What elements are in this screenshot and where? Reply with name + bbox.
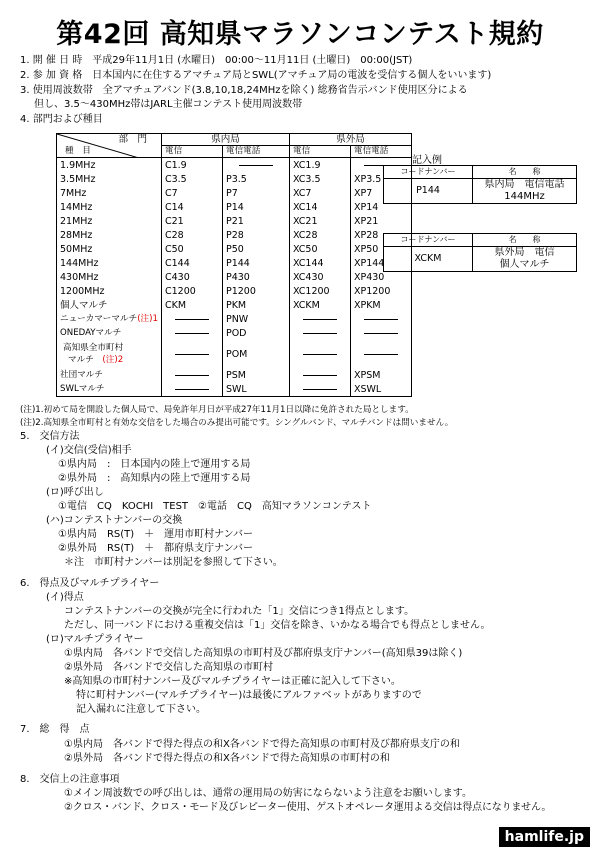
band-label: 144MHz bbox=[57, 256, 162, 270]
category-code: XP144 bbox=[353, 257, 385, 269]
subheader-cw-out: 電信 bbox=[289, 146, 350, 158]
section-6-b4: 特に町村ナンバー(マルチプライヤー)は最後にアルファベットがありますので bbox=[76, 690, 422, 701]
example-2-name-header: 名 称 bbox=[473, 234, 577, 247]
header-in-prefecture: 県内局 bbox=[161, 134, 289, 146]
note-2: (注)2.高知県全市町村と有効な交信をした場合のみ提出可能です。シングルバンド、マルチバンドは問いません。 bbox=[20, 418, 454, 428]
header-shumoku: 種 目 bbox=[57, 146, 162, 158]
category-code: P144 bbox=[222, 256, 289, 270]
row-club-label: 社団マルチ bbox=[57, 368, 162, 382]
dash-cell bbox=[161, 340, 222, 368]
example-1-name: 県内局 電信電話 144MHz bbox=[473, 179, 577, 204]
category-code: P430 bbox=[222, 270, 289, 284]
category-code: XP28 bbox=[353, 229, 379, 241]
example-1-code: P144 bbox=[384, 179, 473, 204]
section-6-a: (イ)得点 bbox=[46, 592, 84, 603]
category-code: P14 bbox=[222, 200, 289, 214]
row-swl-code-out: XSWL bbox=[353, 383, 382, 395]
header-bumon: 部 門 bbox=[57, 134, 162, 146]
dash-cell bbox=[289, 340, 350, 368]
category-code: XP1200 bbox=[353, 285, 391, 297]
hamlife-logo: hamlife.jp bbox=[499, 827, 590, 847]
row-allcity-code: POM bbox=[222, 340, 289, 368]
category-code: XC50 bbox=[289, 242, 350, 256]
example-2-code-header: コードナンバー bbox=[384, 234, 473, 247]
category-code: XC1200 bbox=[289, 284, 350, 298]
category-code: XC1.9 bbox=[289, 158, 350, 173]
header-diagonal-line bbox=[57, 134, 139, 158]
dash-cell bbox=[289, 368, 350, 382]
section-5-c1: ①県内局 RS(T) ＋ 運用市町村ナンバー bbox=[58, 529, 253, 540]
section-8-heading: 8. 交信上の注意事項 bbox=[20, 774, 120, 785]
section-6-b5: 記入漏れに注意して下さい。 bbox=[76, 704, 206, 715]
section-6-heading: 6. 得点及びマルチプライヤー bbox=[20, 578, 160, 589]
section-8-a2: ②クロス・バンド、クロス・モード及びレピーター使用、ゲストオペレータ運用よる交信は得点になりません。 bbox=[64, 802, 552, 813]
section-5-heading: 5. 交信方法 bbox=[20, 431, 80, 442]
page-title: 第42回 高知県マラソンコンテスト規約 bbox=[56, 19, 544, 50]
category-code: C144 bbox=[161, 256, 222, 270]
section-5-c3: ＊注 市町村ナンバーは別記を参照して下さい。 bbox=[64, 557, 283, 568]
subheader-cw-in: 電信 bbox=[161, 146, 222, 158]
table-row bbox=[57, 200, 412, 214]
band-label: 1.9MHz bbox=[57, 158, 162, 173]
row-oneday-label: ONEDAYマルチ bbox=[57, 326, 162, 340]
category-code: C7 bbox=[161, 186, 222, 200]
dash-cell bbox=[161, 368, 222, 382]
category-code: P1200 bbox=[222, 284, 289, 298]
dash-cell bbox=[289, 312, 350, 326]
band-label: 430MHz bbox=[57, 270, 162, 284]
category-code: C1.9 bbox=[161, 158, 222, 173]
category-code: XPKM bbox=[353, 299, 381, 311]
band-label: 14MHz bbox=[57, 200, 162, 214]
example-table-1 bbox=[383, 165, 577, 204]
section-6-b: (ロ)マルチプライヤー bbox=[46, 634, 144, 645]
example-table-2 bbox=[383, 233, 577, 272]
table-row bbox=[57, 228, 412, 242]
category-code: XP21 bbox=[353, 215, 379, 227]
category-code: P21 bbox=[222, 214, 289, 228]
section-5-b1: ①電信 CQ KOCHI TEST ②電話 CQ 高知マラソンコンテスト bbox=[58, 501, 372, 512]
dash-cell bbox=[289, 382, 350, 397]
table-row bbox=[57, 172, 412, 186]
section-7-a2: ②県外局 各バンドで得た得点の和X各バンドで得た高知県の市町村の和 bbox=[64, 753, 390, 764]
section-6-a2: ただし、同一バンドにおける重複交信は「1」交信を除き、いかなる場合でも得点としません。 bbox=[64, 620, 491, 631]
category-code: XP3.5 bbox=[353, 173, 382, 185]
dash-cell bbox=[350, 326, 411, 340]
item-2-eligibility: 2. 参 加 資 格 日本国内に在住するアマチュア局とSWL(アマチュア局の電波を受信する個人をいいます) bbox=[20, 70, 492, 81]
section-5-c2: ②県外局 RS(T) ＋ 都府県支庁ナンバー bbox=[58, 543, 253, 554]
category-code: XC14 bbox=[289, 200, 350, 214]
category-code: XC21 bbox=[289, 214, 350, 228]
row-newcomer-code: PNW bbox=[222, 312, 289, 326]
table-row bbox=[57, 256, 412, 270]
section-8-a1: ①メイン周波数での呼び出しは、通常の運用局の妨害にならないよう注意をお願いします。 bbox=[64, 788, 472, 799]
band-label: 3.5MHz bbox=[57, 172, 162, 186]
example-2-code: XCKM bbox=[384, 247, 473, 272]
note-1: (注)1.初めて局を開設した個人局で、局免許年月日が平成27年11月1日以降に免許された局とします。 bbox=[20, 405, 414, 415]
row-oneday-code: POD bbox=[222, 326, 289, 340]
band-label: 28MHz bbox=[57, 228, 162, 242]
dash-cell bbox=[289, 326, 350, 340]
example-2-name: 県外局 電信 個人マルチ bbox=[473, 247, 577, 272]
category-code: XP7 bbox=[353, 187, 373, 199]
row-swl-label: SWLマルチ bbox=[57, 382, 162, 397]
dash-cell bbox=[350, 340, 411, 368]
category-code: C28 bbox=[161, 228, 222, 242]
table-row bbox=[57, 214, 412, 228]
category-code: C3.5 bbox=[161, 172, 222, 186]
section-6-b3: ※高知県の市町村ナンバー及びマルチプライヤーは正確に記入して下さい。 bbox=[64, 676, 401, 687]
category-code: C430 bbox=[161, 270, 222, 284]
category-code: XP14 bbox=[353, 201, 379, 213]
table-row bbox=[57, 242, 412, 256]
row-newcomer-label: ニューカマーマルチ(注)1 bbox=[57, 312, 162, 326]
example-1-name-header: 名 称 bbox=[473, 166, 577, 179]
band-label: 個人マルチ bbox=[57, 298, 162, 312]
section-6-b1: ①県内局 各バンドで交信した高知県の市町村及び都府県支庁ナンバー(高知県39は除く) bbox=[64, 648, 463, 659]
category-code: C14 bbox=[161, 200, 222, 214]
category-code: CKM bbox=[161, 298, 222, 312]
category-code: XC144 bbox=[289, 256, 350, 270]
dash-cell bbox=[161, 382, 222, 397]
table-row bbox=[57, 284, 412, 298]
category-code: P50 bbox=[222, 242, 289, 256]
category-code: P7 bbox=[222, 186, 289, 200]
category-code: C21 bbox=[161, 214, 222, 228]
category-code: P3.5 bbox=[222, 172, 289, 186]
section-5-c: (ハ)コンテストナンバーの交換 bbox=[46, 515, 183, 526]
item-1-dates: 1. 開 催 日 時 平成29年11月1日 (水曜日) 00:00～11月11日 (土曜日) 00:00(JST) bbox=[20, 55, 413, 66]
section-5-b: (ロ)呼び出し bbox=[46, 487, 104, 498]
section-5-a1: ①県内局 : 日本国内の陸上で運用する局 bbox=[58, 459, 251, 470]
section-7-a1: ①県内局 各バンドで得た得点の和X各バンドで得た高知県の市町村及び都府県支庁の和 bbox=[64, 739, 460, 750]
category-table bbox=[56, 133, 412, 397]
row-allcity-label: 高知県全市町村 マルチ (注)2 bbox=[57, 340, 162, 368]
row-club-code-in: PSM bbox=[222, 368, 289, 382]
category-code: XP430 bbox=[353, 271, 385, 283]
header-out-prefecture: 県外局 bbox=[289, 134, 411, 146]
category-code: XCKM bbox=[289, 298, 350, 312]
section-7-heading: 7. 総 得 点 bbox=[20, 724, 90, 735]
dash-cell bbox=[350, 312, 411, 326]
category-code: XP50 bbox=[353, 243, 379, 255]
item-4-categories: 4. 部門および種目 bbox=[20, 114, 103, 125]
example-1-code-header: コードナンバー bbox=[384, 166, 473, 179]
table-row bbox=[57, 270, 412, 284]
subheader-cw-phone-out: 電信電話 bbox=[350, 146, 411, 158]
dash-cell bbox=[161, 312, 222, 326]
category-code: XC7 bbox=[289, 186, 350, 200]
category-code: P28 bbox=[222, 228, 289, 242]
table-row bbox=[57, 186, 412, 200]
section-5-a2: ②県外局 : 高知県内の陸上で運用する局 bbox=[58, 473, 251, 484]
band-label: 50MHz bbox=[57, 242, 162, 256]
category-code: C50 bbox=[161, 242, 222, 256]
category-code: C1200 bbox=[161, 284, 222, 298]
table-row bbox=[57, 158, 412, 173]
category-code: XC3.5 bbox=[289, 172, 350, 186]
table-row bbox=[57, 298, 412, 312]
section-5-a: (イ)交信(受信)相手 bbox=[46, 445, 132, 456]
category-code: XC430 bbox=[289, 270, 350, 284]
band-label: 7MHz bbox=[57, 186, 162, 200]
row-swl-code-in: SWL bbox=[222, 382, 289, 397]
section-6-a1: コンテストナンバーの交換が完全に行われた「1」交信につき1得点とします。 bbox=[64, 606, 415, 617]
subheader-cw-phone-in: 電信電話 bbox=[222, 146, 289, 158]
dash-cell bbox=[222, 158, 289, 173]
band-label: 1200MHz bbox=[57, 284, 162, 298]
example-title: 記入例 bbox=[412, 155, 442, 166]
category-code: XC28 bbox=[289, 228, 350, 242]
band-label: 21MHz bbox=[57, 214, 162, 228]
row-club-code-out: XPSM bbox=[353, 369, 381, 381]
section-6-b2: ②県外局 各バンドで交信した高知県の市町村 bbox=[64, 662, 273, 673]
dash-cell bbox=[161, 326, 222, 340]
category-code: PKM bbox=[222, 298, 289, 312]
item-3-frequency-note: 但し、3.5～430MHz帯はJARL主催コンテスト使用周波数帯 bbox=[34, 99, 303, 110]
item-3-frequency: 3. 使用周波数帯 全アマチュアバンド(3.8,10,18,24MHzを除く) 総務省告示バンド使用区分による bbox=[20, 85, 468, 96]
